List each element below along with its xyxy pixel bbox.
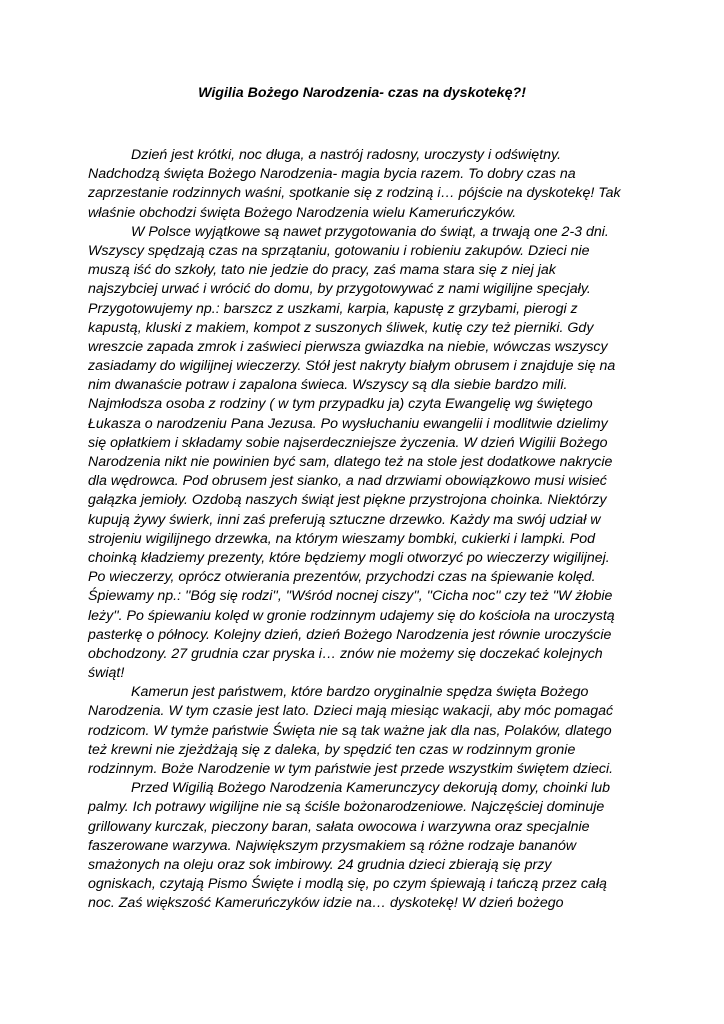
text-line: dla wędrowca. Pod obrusem jest sianko, a nad drzwiami obowiązkowo musi wisieć (88, 473, 607, 490)
text-line: Przed Wigilią Bożego Narodzenia Kamerunczycy dekorują domy, choinki lub (131, 780, 611, 797)
document-title: Wigilia Bożego Narodzenia- czas na dyskotekę?! (198, 85, 526, 101)
text-line: Narodzenia. W tym czasie jest lato. Dzieci mają miesiąc wakacji, aby móc pomagać (88, 703, 614, 720)
text-line: kupują żywy świerk, inni zaś preferują sztuczne drzewko. Każdy ma swój udział w (88, 511, 601, 528)
text-line: też krewni nie zjeżdżają się z daleka, by spędzić ten czas w rodzinnym gronie (88, 741, 576, 758)
text-line: Śpiewamy np.: ''Bóg się rodzi'', ''Wśród nocnej ciszy'', ''Cicha noc'' czy też ''W żłobie (88, 588, 613, 605)
text-line: nim dwanaście potraw i zapalona świeca. Wszyscy są dla siebie bardzo mili. (88, 377, 568, 394)
text-line: gałązka jemioły. Ozdobą naszych świąt jest piękne przystrojona choinka. Niektórzy (88, 492, 607, 509)
text-line: pasterkę o północy. Kolejny dzień, dzień Bożego Narodzenia jest równie uroczyście (88, 626, 612, 643)
text-line: smażonych na oleju oraz sok imbirowy. 24 grudnia dzieci zbierają się przy (88, 856, 552, 873)
text-line: Najmłodsza osoba z rodziny ( w tym przypadku ja) czyta Ewangelię wg świętego (88, 396, 593, 413)
text-line: obchodzony. 27 grudnia czar pryska i… znów nie możemy się doczekać kolejnych (88, 645, 603, 662)
text-line: Narodzenia nikt nie powinien być sam, dlatego też na stole jest dodatkowe nakrycie (88, 454, 613, 470)
text-line: kapustą, kluski z makiem, kompot z suszonych śliwek, kutię czy też pierniki. Gdy (88, 319, 594, 336)
text-line: muszą iść do szkoły, tato nie jedzie do pracy, zaś mama stara się z niej jak (88, 262, 556, 279)
text-line: faszerowane warzywa. Największym przysmakiem są różne rodzaje bananów (88, 837, 577, 854)
text-line: Dzień jest krótki, noc długa, a nastrój radosny, uroczysty i odświętny. (131, 147, 562, 163)
text-line: Przygotowujemy np.: barszcz z uszkami, karpia, kapustę z grzybami, pierogi z (88, 300, 578, 317)
text-line: Po wieczerzy, oprócz otwierania prezentów, przychodzi czas na śpiewanie kolęd. (88, 569, 596, 586)
text-line: rodzicom. W tymże państwie Święta nie są tak ważne jak dla nas, Polaków, dlatego (88, 722, 612, 739)
text-line: noc. Zaś większość Kameruńczyków idzie na… dyskotekę! W dzień bożego (88, 895, 564, 912)
text-line: zaprzestanie rodzinnych waśni, spotkanie się z rodziną i… pójście na dyskotekę! Tak (88, 185, 621, 202)
text-line: Kamerun jest państwem, które bardzo oryginalnie spędza święta Bożego (131, 684, 589, 701)
text-line: strojeniu wigilijnego drzewka, na którym wieszamy bombki, cukierki i lampki. Pod (88, 530, 595, 547)
text-line: rodzinnym. Boże Narodzenie w tym państwie jest przede wszystkim świętem dzieci. (88, 761, 614, 777)
text-line: leży''. Po śpiewaniu kolęd w gronie rodzinnym udajemy się do kościoła na uroczystą (88, 607, 615, 624)
text-line: świąt! (88, 665, 125, 682)
text-line: ogniskach, czytają Pismo Święte i modlą się, po czym śpiewają i tańczą przez całą (88, 876, 607, 893)
text-line: wreszcie zapada zmrok i zaświeci pierwsza gwiazdka na niebie, wówczas wszyscy (88, 338, 608, 355)
text-line: najszybciej urwać i wrócić do domu, by przygotowywać z nami wigilijne specjały. (88, 281, 591, 298)
document-body (88, 146, 648, 914)
text-line: Wszyscy spędzają czas na sprzątaniu, gotowaniu i robieniu zakupów. Dzieci nie (88, 242, 590, 259)
text-line: się opłatkiem i składamy sobie najserdeczniejsze życzenia. W dzień Wigilii Bożego (88, 434, 608, 451)
text-line: W Polsce wyjątkowe są nawet przygotowania do świąt, a trwają one 2-3 dni. (131, 223, 609, 240)
text-line: właśnie obchodzi święta Bożego Narodzenia wielu Kameruńczyków. (88, 204, 517, 221)
text-line: Nadchodzą święta Bożego Narodzenia- magia bycia razem. To dobry czas na (88, 166, 576, 183)
text-line: choinką kładziemy prezenty, które będziemy mogli otworzyć po wieczerzy wigilijnej. (88, 549, 610, 566)
text-line: palmy. Ich potrawy wigilijne nie są ściśle bożonarodzeniowe. Najczęściej dominuje (88, 799, 605, 816)
text-line: Łukasza o narodzeniu Pana Jezusa. Po wysłuchaniu ewangelii i modlitwie dzielimy (88, 415, 608, 432)
text-line: zasiadamy do wigilijnej wieczerzy. Stół jest nakryty białym obrusem i znajduje się na (88, 358, 616, 375)
text-line: grillowany kurczak, pieczony baran, sałata owocowa i warzywna oraz specjalnie (88, 818, 590, 835)
